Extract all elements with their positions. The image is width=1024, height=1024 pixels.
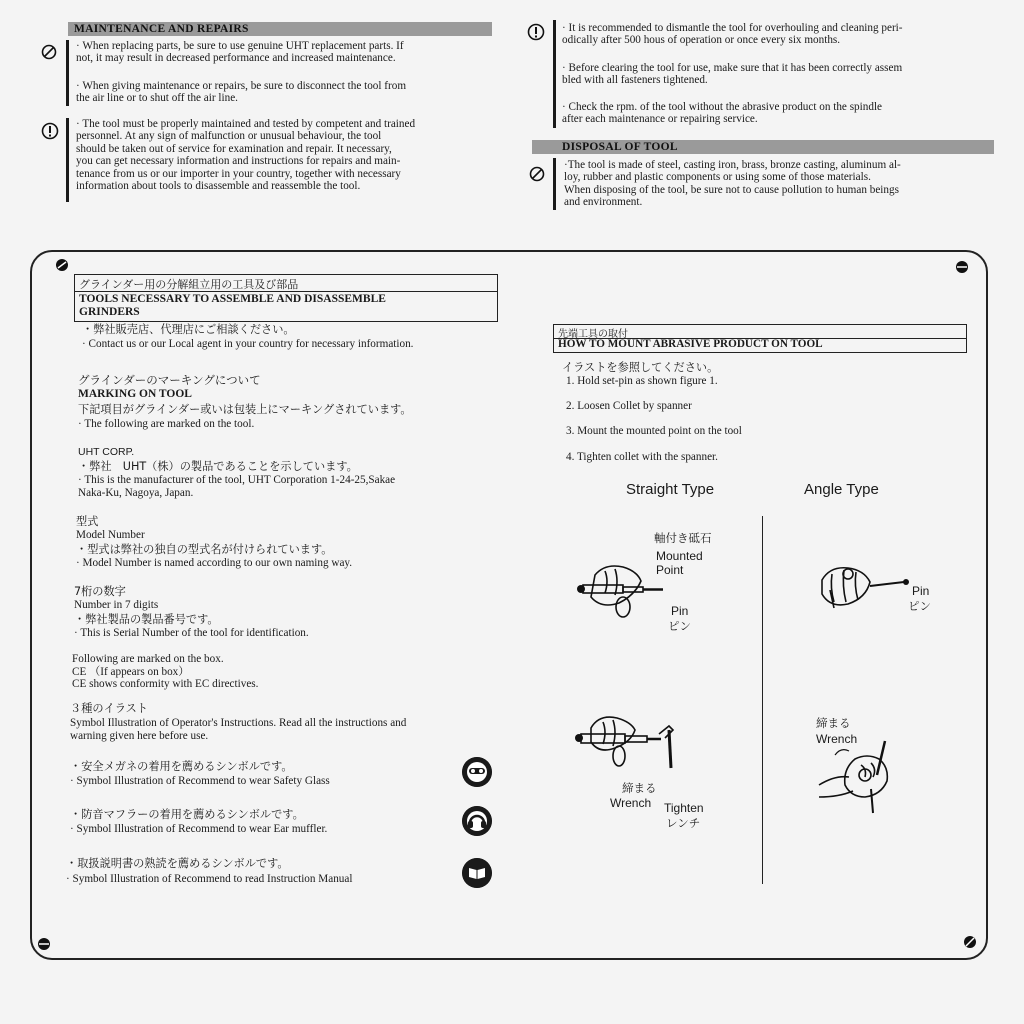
symbols-heading-en: Symbol Illustration of Operator's Instructions. Read all the instructions and warning given here before use. — [70, 717, 407, 742]
label-wrench-straight-en: Wrench — [610, 796, 652, 810]
mount-step-1: 1. Hold set-pin as shown figure 1. — [566, 375, 718, 387]
straight-type-label: Straight Type — [626, 481, 715, 498]
model-desc-jp: ・型式は弊社の独自の型式名が付けられています。 — [76, 543, 333, 556]
manual-text-jp: ・取扱説明書の熟読を薦めるシンボルです。 — [66, 857, 289, 870]
marking-heading-jp: グラインダーのマーキングについて — [78, 373, 261, 387]
label-wrench-straight-jp: 締まる — [622, 781, 657, 795]
maintenance-parts-text: · When replacing parts, be sure to use genuine UHT replacement parts. If not, it may result in decreased performance and increased maintenance. — [76, 40, 404, 65]
glass-text-en: · Symbol Illustration of Recommend to wear Safety Glass — [70, 775, 330, 787]
type-divider — [762, 516, 763, 884]
maintenance-overhaul-text: · It is recommended to dismantle the tool for overhouling and cleaning peri- odically after 500 hous of operation or once every six months. — [562, 22, 903, 47]
straight-wrench-illustration — [575, 708, 685, 783]
disposal-text: ·The tool is made of steel, casting iron, brass, bronze casting, aluminum al- loy, rubber and plastic components or using some of those materials. When disposing of the tool, be sure not to cause pollution to human beings and environment. — [564, 159, 901, 209]
ear-muffler-symbol-icon — [462, 806, 492, 836]
maintenance-fasteners-text: · Before clearing the tool for use, make sure that it has been correctly assem bled with all fasteners tightened. — [562, 62, 903, 87]
label-mounted-point-jp: 軸付き砥石 — [654, 531, 712, 545]
mount-heading-box — [553, 324, 967, 352]
angle-wrench-illustration — [815, 732, 910, 815]
marking-corp-jp: ・弊社 UHT（株）の製品であることを示しています。 — [78, 460, 358, 473]
caution-icon — [41, 122, 59, 140]
label-pin-angle-jp: ピン — [908, 599, 931, 613]
instruction-manual-symbol-icon — [462, 858, 492, 888]
glass-text-jp: ・安全メガネの着用を薦めるシンボルです。 — [70, 760, 293, 773]
digits-heading-jp: 7桁の数字 — [74, 585, 126, 598]
mount-step-2: 2. Loosen Collet by spanner — [566, 400, 692, 412]
digits-heading-en: Number in 7 digits — [74, 599, 159, 611]
tools-contact-en: · Contact us or our Local agent in your country for necessary information. — [82, 338, 414, 350]
label-pin-angle-en: Pin — [912, 584, 930, 598]
maintenance-rpm-text: · Check the rpm. of the tool without the abrasive product on the spindle after each maintenance or repairing service. — [562, 101, 883, 126]
mount-heading-en: HOW TO MOUNT ABRASIVE PRODUCT ON TOOL — [558, 338, 823, 350]
muffler-text-en: · Symbol Illustration of Recommend to wear Ear muffler. — [70, 823, 328, 835]
screw-icon — [37, 937, 51, 951]
mount-heading-jp: 先端工具の取付 — [558, 329, 628, 340]
mount-step-4: 4. Tighten collet with the spanner. — [566, 451, 718, 463]
model-desc-en: · Model Number is named according to our own naming way. — [76, 557, 353, 569]
safety-glass-symbol-icon — [462, 757, 492, 787]
maintenance-disconnect-text: · When giving maintenance or repairs, be sure to disconnect the tool from the air line or to shut off the air line. — [76, 80, 407, 105]
digits-desc-en: · This is Serial Number of the tool for identification. — [74, 627, 309, 639]
angle-type-label: Angle Type — [804, 481, 879, 498]
screw-icon — [55, 258, 69, 272]
tools-heading-box — [74, 274, 498, 322]
symbols-heading-jp: ３種のイラスト — [70, 702, 148, 715]
marking-intro-en: · The following are marked on the tool. — [78, 418, 255, 430]
maintenance-personnel-text: · The tool must be properly maintained and tested by competent and trained personnel. At any sign of malfunction or unusual behaviour, the tool should be taken out of service for examination and repair. It necessary, you can get necessary information and instructions for repairs and main- tenance from us or our importer in your country, together with necessary information about tools to disassemble and reassemble the tool. — [76, 118, 416, 193]
muffler-text-jp: ・防音マフラーの着用を薦めるシンボルです。 — [70, 808, 304, 821]
mount-step-3: 3. Mount the mounted point on the tool — [566, 425, 742, 437]
divider-bar — [553, 158, 556, 210]
marking-intro-jp: 下記項目がグラインダー或いは包装上にマーキングされています。 — [78, 403, 412, 416]
model-heading-en: Model Number — [76, 529, 145, 541]
mount-heading-underline — [553, 352, 967, 353]
disposal-heading: DISPOSAL OF TOOL — [532, 140, 994, 154]
manual-text-en: · Symbol Illustration of Recommend to read Instruction Manual — [66, 873, 353, 885]
screw-icon — [963, 935, 977, 949]
label-pin-straight-en: Pin — [671, 604, 689, 618]
angle-mount-illustration — [812, 560, 912, 620]
tools-heading-divider — [75, 291, 497, 292]
marking-heading-en: MARKING ON TOOL — [78, 388, 192, 400]
label-wrench-angle-jp: 締まる — [816, 716, 851, 730]
divider-bar — [553, 20, 556, 128]
divider-bar — [66, 118, 69, 202]
marking-corp-en: · This is the manufacturer of the tool, UHT Corporation 1-24-25,Sakae Naka-Ku, Nagoya, Japan. — [78, 474, 396, 499]
label-tighten-en: Tighten — [664, 801, 704, 815]
model-heading-jp: 型式 — [76, 515, 99, 528]
prohibition-icon — [529, 166, 545, 182]
tools-heading-en: TOOLS NECESSARY TO ASSEMBLE AND DISASSEMBLE GRINDERS — [79, 293, 386, 318]
mount-intro-jp: イラストを参照してください。 — [562, 361, 719, 374]
label-mounted-point-en: Mounted Point — [656, 549, 703, 577]
screw-icon — [955, 260, 969, 274]
label-wrench-angle-en: Wrench — [816, 732, 858, 746]
digits-desc-jp: ・弊社製品の製品番号です。 — [74, 613, 219, 626]
label-pin-straight-jp: ピン — [668, 619, 691, 633]
marking-corp: UHT CORP. — [78, 446, 135, 458]
prohibition-icon — [41, 44, 57, 60]
divider-bar — [66, 40, 69, 106]
caution-icon — [527, 23, 545, 41]
box-marking-text: Following are marked on the box. CE （If appears on box） CE shows conformity with EC directives. — [72, 653, 259, 691]
maintenance-heading: MAINTENANCE AND REPAIRS — [68, 22, 492, 36]
label-tighten-jp: レンチ — [666, 816, 701, 830]
tools-contact-jp: ・弊社販売店、代理店にご相談ください。 — [82, 323, 295, 336]
tools-heading-jp: グラインダー用の分解組立用の工具及び部品 — [79, 278, 299, 291]
